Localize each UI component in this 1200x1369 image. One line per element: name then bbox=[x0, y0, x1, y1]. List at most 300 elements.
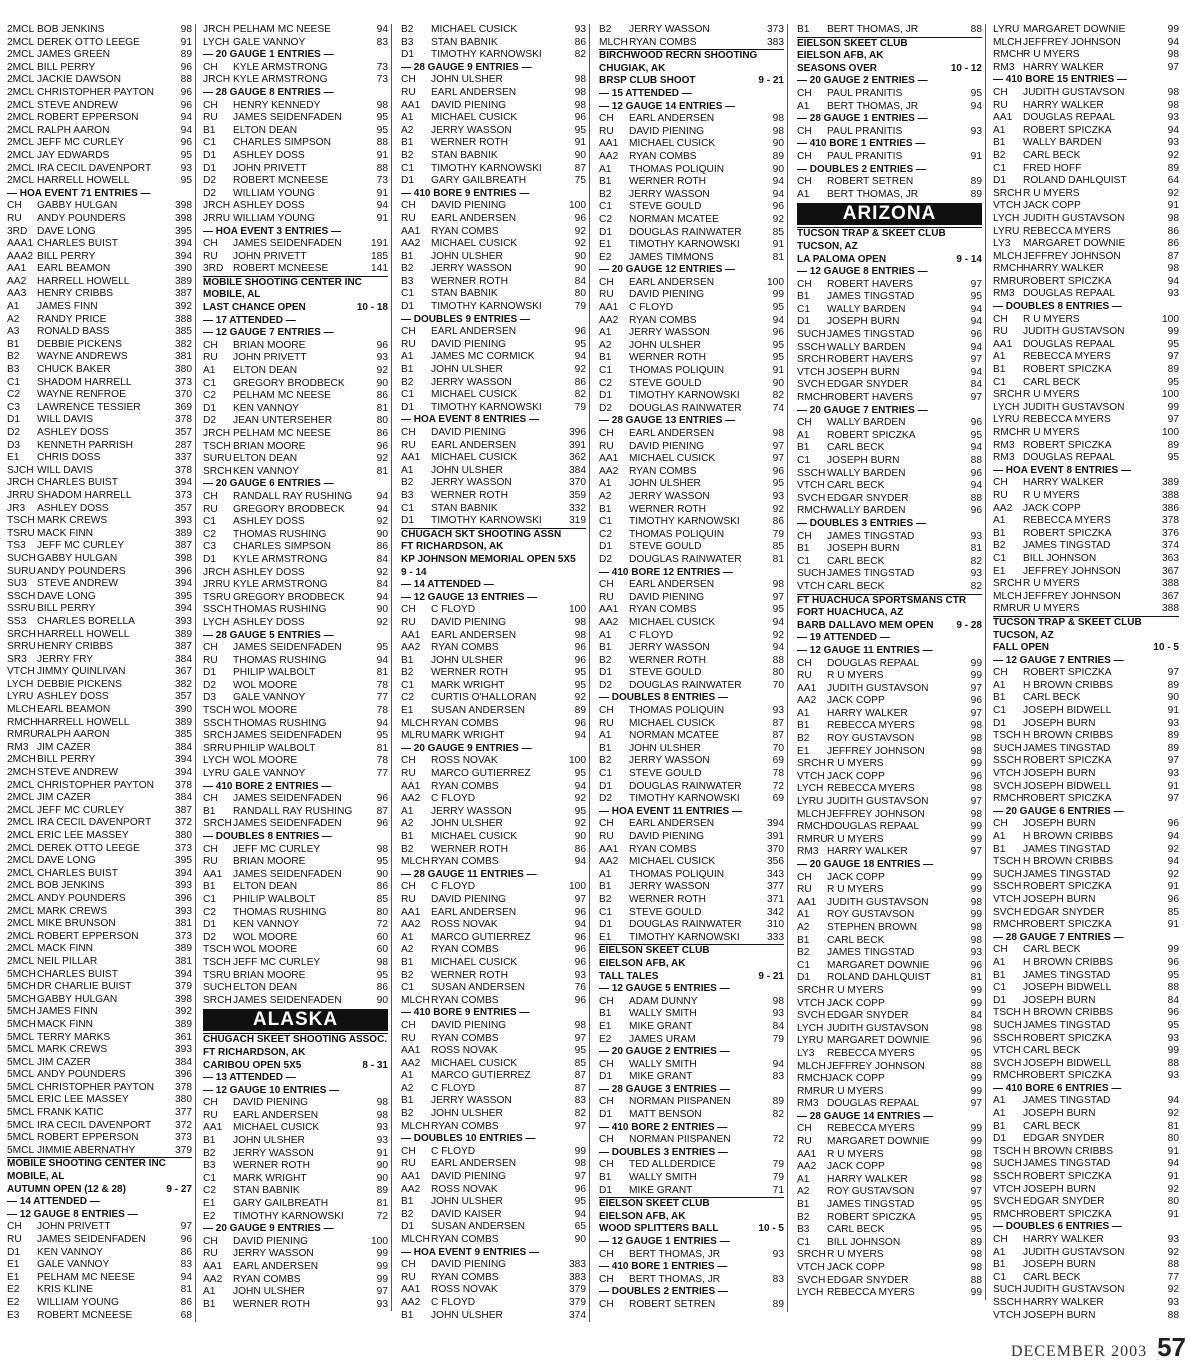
class-code: A1 bbox=[599, 730, 612, 742]
event-heading: — 28 GAUGE 9 ENTRIES — bbox=[401, 61, 532, 73]
shooter-name: JAMES SEIDENFADEN bbox=[233, 730, 342, 742]
shooter-name: REBECCA MYERS bbox=[827, 1287, 915, 1299]
result-row bbox=[797, 88, 982, 101]
class-code: SRCH bbox=[993, 389, 1022, 401]
class-code: C2 bbox=[7, 389, 21, 401]
score: 378 bbox=[175, 779, 192, 791]
shooter-name: MACK FINN bbox=[37, 943, 94, 955]
shooter-name: ROBERT EPPERSON bbox=[37, 1132, 139, 1144]
result-row bbox=[599, 24, 784, 37]
result-row bbox=[7, 1006, 192, 1019]
result-row bbox=[203, 1211, 388, 1224]
result-row bbox=[401, 150, 586, 163]
class-code: RU bbox=[599, 289, 614, 301]
score: 89 bbox=[772, 1096, 784, 1108]
score: 378 bbox=[175, 1081, 192, 1093]
shooter-name: IRA CECIL DAVENPORT bbox=[37, 1119, 152, 1131]
score: 99 bbox=[970, 871, 982, 883]
result-row bbox=[797, 1287, 982, 1300]
result-row bbox=[797, 1275, 982, 1288]
shooter-name: JUDITH GUSTAVSON bbox=[1023, 1284, 1125, 1296]
shooter-name: WALLY SMITH bbox=[629, 1058, 697, 1070]
shooter-name: WERNER ROTH bbox=[431, 667, 508, 679]
score: 386 bbox=[1162, 502, 1179, 514]
score: 92 bbox=[1167, 843, 1179, 855]
result-row bbox=[599, 1299, 784, 1312]
score: 98 bbox=[376, 99, 388, 111]
event-heading: — 20 GAUGE 6 ENTRIES — bbox=[993, 805, 1124, 817]
shooter-name: JEFF MC CURLEY bbox=[233, 956, 321, 968]
score: 96 bbox=[574, 956, 586, 968]
result-row bbox=[993, 768, 1179, 781]
shooter-name: TERRY MARKS bbox=[37, 1031, 111, 1043]
shooter-name: DEBBIE PICKENS bbox=[37, 338, 122, 350]
score: 93 bbox=[970, 568, 982, 580]
shooter-name: JAMES TINGSTAD bbox=[1023, 868, 1111, 880]
score: 379 bbox=[175, 1144, 192, 1156]
result-row bbox=[599, 214, 784, 227]
score: 89 bbox=[1167, 439, 1179, 451]
shooter-name: KYLE ARMSTRONG bbox=[233, 553, 328, 565]
shooter-name: ROBERT SPICZKA bbox=[1023, 1032, 1112, 1044]
class-code: 5MCL bbox=[7, 1107, 35, 1119]
class-code: AA1 bbox=[203, 1261, 223, 1272]
class-code: A2 bbox=[7, 313, 20, 325]
result-row bbox=[203, 137, 388, 150]
class-code: CH bbox=[203, 490, 218, 502]
shooter-name: WALLY BARDEN bbox=[827, 467, 906, 479]
score: 60 bbox=[376, 931, 388, 943]
class-code: 2MCL bbox=[7, 817, 35, 829]
result-row bbox=[797, 1212, 982, 1225]
score: 99 bbox=[970, 984, 982, 996]
shooter-name: MARK WRIGHT bbox=[431, 679, 505, 691]
score: 96 bbox=[970, 695, 982, 707]
result-row bbox=[203, 768, 388, 781]
result-row bbox=[599, 151, 784, 164]
result-row bbox=[203, 100, 388, 113]
score: 68 bbox=[180, 1309, 192, 1321]
class-code: CH bbox=[797, 1123, 812, 1135]
result-row bbox=[797, 972, 982, 985]
result-row bbox=[401, 768, 586, 781]
shooter-name: ROBERT SPICZKA bbox=[1023, 439, 1112, 451]
event-heading: — 410 BORE 9 ENTRIES — bbox=[401, 1007, 530, 1019]
result-row bbox=[993, 1158, 1179, 1171]
shooter-name: BILL JOHNSON bbox=[827, 1236, 901, 1248]
result-row bbox=[7, 112, 192, 125]
shooter-name: BRIAN MOORE bbox=[233, 339, 306, 351]
shooter-name: JAMES URAM bbox=[629, 1033, 696, 1045]
shooter-name: MICHAEL CUSICK bbox=[431, 1057, 518, 1069]
result-row bbox=[7, 238, 192, 251]
score: 96 bbox=[1167, 893, 1179, 905]
score: 94 bbox=[970, 100, 982, 112]
event-heading: — 20 GAUGE 1 ENTRIES — bbox=[203, 49, 334, 61]
result-row bbox=[401, 755, 586, 768]
result-row bbox=[203, 755, 388, 768]
class-code: VTCH bbox=[993, 200, 1021, 212]
result-row bbox=[401, 301, 586, 314]
score: 98 bbox=[376, 956, 388, 968]
class-code: RMRU bbox=[993, 603, 1024, 615]
result-row bbox=[797, 1262, 982, 1275]
result-row bbox=[993, 1121, 1179, 1134]
score: 385 bbox=[175, 326, 192, 338]
shooter-name: DOUGLAS REPAAL bbox=[827, 821, 920, 833]
class-code: LY3 bbox=[993, 238, 1011, 250]
result-row bbox=[401, 490, 586, 503]
shooter-name: WOL MOORE bbox=[233, 755, 298, 767]
score: 98 bbox=[970, 1148, 982, 1160]
score: 88 bbox=[1167, 1057, 1179, 1069]
shooter-name: PELHAM MC NEESE bbox=[233, 24, 331, 35]
score: 92 bbox=[1167, 187, 1179, 199]
class-code: A2 bbox=[599, 490, 612, 502]
shooter-name: GALE VANNOY bbox=[233, 36, 306, 48]
result-row bbox=[993, 326, 1179, 339]
shooter-name: RYAN COMBS bbox=[431, 944, 499, 956]
class-code: D3 bbox=[203, 692, 217, 704]
shooter-name: R U MYERS bbox=[1023, 578, 1080, 590]
score: 372 bbox=[175, 1119, 192, 1131]
shooter-name: MARGARET DOWNIE bbox=[1023, 24, 1126, 35]
shooter-name: MARK CREWS bbox=[37, 905, 108, 917]
event-heading: — 20 GAUGE 7 ENTRIES — bbox=[797, 404, 928, 416]
score: 77 bbox=[376, 692, 388, 704]
shooter-name: JOSEPH BURN bbox=[1023, 893, 1096, 905]
score: 89 bbox=[376, 1185, 388, 1197]
result-row bbox=[599, 1059, 784, 1072]
shooter-name: MACK FINN bbox=[37, 527, 94, 539]
score: 98 bbox=[970, 783, 982, 795]
shooter-name: JAMES TINGSTAD bbox=[1023, 1019, 1111, 1031]
shooter-name: H BROWN CRIBBS bbox=[1023, 831, 1113, 842]
class-code: CH bbox=[401, 74, 416, 86]
class-code: A1 bbox=[993, 831, 1006, 842]
class-code: D1 bbox=[401, 301, 415, 313]
result-row bbox=[203, 415, 388, 428]
shooter-name: MICHAEL CUSICK bbox=[629, 616, 716, 628]
class-code: B2 bbox=[203, 1147, 216, 1159]
shooter-name: DAVID PIENING bbox=[431, 1171, 507, 1183]
results-column bbox=[990, 24, 1182, 1322]
score: 85 bbox=[1167, 906, 1179, 918]
result-row bbox=[599, 894, 784, 907]
score: 85 bbox=[772, 226, 784, 238]
shooter-name: MICHAEL CUSICK bbox=[629, 717, 716, 729]
result-row bbox=[401, 995, 586, 1008]
score: 95 bbox=[376, 856, 388, 868]
shooter-name: JAMES TINGSTAD bbox=[1023, 969, 1111, 981]
class-code: 5MCH bbox=[7, 1006, 36, 1018]
class-code: CH bbox=[401, 326, 416, 338]
score: 93 bbox=[772, 1008, 784, 1020]
result-row bbox=[7, 1234, 192, 1247]
class-code: TSCH bbox=[993, 856, 1021, 868]
class-code: SRCH bbox=[797, 758, 826, 770]
result-row bbox=[599, 1096, 784, 1109]
score: 96 bbox=[970, 959, 982, 971]
class-code: AA1 bbox=[599, 138, 619, 150]
class-code: D1 bbox=[993, 717, 1007, 729]
result-row bbox=[993, 238, 1179, 251]
shooter-name: RYAN COMBS bbox=[629, 150, 697, 162]
result-row bbox=[7, 1019, 192, 1032]
class-code: RU bbox=[7, 1234, 22, 1245]
class-code: D1 bbox=[203, 402, 217, 414]
score: 87 bbox=[376, 805, 388, 817]
shooter-name: GREGORY BRODBECK bbox=[233, 503, 345, 515]
class-code: RU bbox=[797, 1136, 812, 1148]
class-code: 3RD bbox=[7, 225, 28, 237]
class-code: VTCH bbox=[797, 480, 825, 492]
class-code: B2 bbox=[401, 24, 414, 35]
result-row bbox=[401, 818, 586, 831]
score: 91 bbox=[1167, 200, 1179, 212]
score: 379 bbox=[569, 1284, 586, 1296]
score: 96 bbox=[376, 440, 388, 452]
score: 94 bbox=[180, 1271, 192, 1283]
class-code: D2 bbox=[599, 679, 613, 691]
shooter-name: ASHLEY DOSS bbox=[233, 200, 305, 212]
shooter-name: JERRY WASSON bbox=[431, 805, 512, 817]
result-row bbox=[401, 503, 586, 516]
result-row bbox=[203, 1148, 388, 1161]
shooter-name: ASHLEY DOSS bbox=[37, 502, 109, 514]
result-row bbox=[7, 100, 192, 113]
result-row bbox=[993, 49, 1179, 62]
result-row bbox=[599, 289, 784, 302]
event-name: FALL OPEN bbox=[993, 642, 1049, 654]
class-code: MLCH bbox=[993, 590, 1022, 602]
score: 94 bbox=[376, 24, 388, 35]
result-row bbox=[7, 956, 192, 969]
score: 389 bbox=[175, 527, 192, 539]
class-code: CH bbox=[7, 1221, 22, 1233]
class-code: AAA2 bbox=[7, 250, 34, 262]
shooter-name: JIMMY QUINLIVAN bbox=[37, 666, 126, 678]
result-row bbox=[401, 718, 586, 731]
shooter-name: JERRY WASSON bbox=[431, 124, 512, 136]
score: 380 bbox=[175, 364, 192, 376]
state-banner: ARIZONA bbox=[797, 203, 982, 225]
shooter-name: ROBERT EPPERSON bbox=[37, 930, 139, 942]
event-heading: — 410 BORE 12 ENTRIES — bbox=[599, 566, 733, 578]
score: 91 bbox=[376, 1147, 388, 1159]
class-code: B1 bbox=[203, 881, 216, 893]
result-row bbox=[599, 604, 784, 617]
class-code: VTCH bbox=[993, 1045, 1021, 1057]
result-row bbox=[797, 695, 982, 708]
class-code: RU bbox=[203, 250, 218, 262]
score: 98 bbox=[574, 616, 586, 628]
score: 96 bbox=[180, 137, 192, 149]
score: 389 bbox=[175, 1018, 192, 1030]
shooter-name: GABBY HULGAN bbox=[37, 200, 118, 212]
class-code: 5MCL bbox=[7, 1056, 35, 1068]
class-code: D1 bbox=[993, 994, 1007, 1006]
score: 89 bbox=[772, 150, 784, 162]
club-name: EIELSON SKEET CLUB bbox=[599, 1197, 784, 1211]
shooter-name: WERNER ROTH bbox=[431, 275, 508, 287]
shooter-name: TIMOTHY KARNOWSKI bbox=[629, 793, 740, 805]
class-code: D1 bbox=[599, 1109, 613, 1121]
score: 96 bbox=[970, 770, 982, 782]
event-name: BARB DALLAVO MEM OPEN bbox=[797, 619, 934, 631]
attendance: — 13 ATTENDED — bbox=[203, 1072, 296, 1084]
shooter-name: CURTIS O'HALLORAN bbox=[431, 692, 537, 704]
class-code: CH bbox=[203, 238, 218, 250]
score: 97 bbox=[1167, 351, 1179, 363]
class-code: JR3 bbox=[7, 502, 26, 514]
class-code: LYCH bbox=[993, 212, 1020, 224]
class-code: AA1 bbox=[797, 682, 817, 694]
class-code: A1 bbox=[993, 124, 1006, 136]
shooter-name: MATT BENSON bbox=[629, 1109, 702, 1121]
class-code: CH bbox=[993, 86, 1008, 98]
event-date: 9 - 14 bbox=[956, 253, 982, 265]
result-row bbox=[7, 943, 192, 956]
score: 93 bbox=[1167, 1234, 1179, 1245]
shooter-name: ROBERT EPPERSON bbox=[37, 112, 139, 124]
shooter-name: JACKIE DAWSON bbox=[37, 74, 121, 86]
shooter-name: DEBBIE PICKENS bbox=[37, 678, 122, 690]
shooter-name: PAUL PRANITIS bbox=[827, 150, 903, 162]
class-code: RU bbox=[203, 856, 218, 868]
result-row bbox=[599, 818, 784, 831]
result-row bbox=[401, 957, 586, 970]
shooter-name: MARCO GUTIERREZ bbox=[431, 931, 531, 943]
score: 342 bbox=[767, 906, 784, 918]
shooter-name: WALLY BARDEN bbox=[827, 505, 906, 517]
shooter-name: HARRY WALKER bbox=[1023, 61, 1104, 73]
score: 91 bbox=[376, 212, 388, 224]
shooter-name: KRIS KLINE bbox=[37, 1284, 94, 1296]
shooter-name: JOHN ULSHER bbox=[629, 478, 701, 490]
class-code: MLRU bbox=[401, 730, 430, 742]
score: 96 bbox=[574, 931, 586, 943]
score: 99 bbox=[1167, 401, 1179, 413]
class-code: CH bbox=[599, 1096, 614, 1108]
shooter-name: HARRY WALKER bbox=[1023, 1296, 1104, 1308]
shooter-name: RANDALL RAY RUSHING bbox=[233, 490, 353, 502]
shooter-name: DAVE LONG bbox=[37, 225, 96, 237]
event-date: 10 - 18 bbox=[356, 302, 388, 314]
class-code: B1 bbox=[599, 352, 612, 364]
class-code: B3 bbox=[203, 1160, 216, 1172]
shooter-name: JERRY WASSON bbox=[629, 327, 710, 339]
class-code: SSCH bbox=[993, 1296, 1022, 1308]
class-code: RU bbox=[401, 1032, 416, 1044]
score: 96 bbox=[772, 465, 784, 477]
score: 89 bbox=[970, 176, 982, 188]
score: 93 bbox=[772, 1248, 784, 1260]
score: 370 bbox=[569, 477, 586, 489]
score: 95 bbox=[180, 175, 192, 187]
score: 95 bbox=[574, 805, 586, 817]
shooter-name: EARL ANDERSEN bbox=[431, 629, 517, 641]
score: 374 bbox=[1162, 540, 1179, 552]
result-row bbox=[203, 504, 388, 517]
result-row bbox=[7, 163, 192, 176]
class-code: SSCH bbox=[797, 467, 826, 479]
result-row bbox=[7, 754, 192, 767]
score: 97 bbox=[970, 392, 982, 404]
shooter-name: RYAN COMBS bbox=[431, 1234, 499, 1245]
result-row bbox=[993, 188, 1179, 201]
class-code: CH bbox=[203, 339, 218, 351]
class-code: 2MCH bbox=[7, 767, 36, 779]
shooter-name: MICHAEL CUSICK bbox=[431, 389, 518, 401]
class-code: CH bbox=[797, 530, 812, 542]
score: 95 bbox=[970, 429, 982, 441]
score: 95 bbox=[180, 149, 192, 161]
score: 389 bbox=[175, 275, 192, 287]
class-code: CH bbox=[797, 125, 812, 137]
club-name: EIELSON SKEET CLUB bbox=[599, 944, 784, 958]
club-location: CHUGIAK, AK bbox=[599, 62, 666, 74]
event-date: 10 - 12 bbox=[950, 62, 982, 74]
score: 93 bbox=[180, 162, 192, 174]
event-heading: — 12 GAUGE 1 ENTRIES — bbox=[599, 1236, 730, 1247]
result-row bbox=[993, 1247, 1179, 1260]
score: 95 bbox=[970, 1199, 982, 1211]
result-row bbox=[203, 37, 388, 50]
shooter-name: R U MYERS bbox=[827, 833, 884, 845]
class-code: C1 bbox=[797, 303, 811, 315]
result-row bbox=[993, 1108, 1179, 1121]
shooter-name: EARL BEAMON bbox=[37, 263, 111, 275]
score: 391 bbox=[767, 831, 784, 842]
result-row bbox=[797, 670, 982, 683]
class-code: SRCH bbox=[993, 578, 1022, 590]
class-code: AA1 bbox=[599, 604, 619, 616]
shooter-name: JOSEPH BURN bbox=[1023, 1259, 1096, 1271]
result-row bbox=[797, 1010, 982, 1023]
result-row bbox=[7, 37, 192, 50]
shooter-name: DAVID KAISER bbox=[431, 1208, 502, 1220]
score: 333 bbox=[767, 931, 784, 943]
score: 81 bbox=[1167, 1120, 1179, 1132]
result-row bbox=[993, 730, 1179, 743]
shooter-name: JUDITH GUSTAVSON bbox=[827, 1022, 929, 1034]
result-row bbox=[599, 996, 784, 1009]
result-row bbox=[599, 844, 784, 857]
score: 100 bbox=[569, 881, 586, 893]
class-code: RM3 bbox=[993, 452, 1015, 464]
event-date: 8 - 31 bbox=[362, 1059, 388, 1071]
class-code: SRCH bbox=[203, 818, 232, 830]
shooter-name: PELHAM MC NEESE bbox=[233, 390, 331, 402]
score: 394 bbox=[175, 578, 192, 590]
shooter-name: TIMOTHY KARNOWSKI bbox=[431, 49, 542, 61]
result-row bbox=[993, 402, 1179, 415]
shooter-name: ROLAND DAHLQUIST bbox=[1023, 175, 1127, 187]
class-code: A1 bbox=[401, 112, 414, 124]
event-heading: — 28 GAUGE 3 ENTRIES — bbox=[599, 1083, 730, 1095]
result-row bbox=[797, 1073, 982, 1086]
shooter-name: MACK FINN bbox=[37, 1018, 94, 1030]
class-code: D1 bbox=[599, 667, 613, 679]
class-code: 2MCL bbox=[7, 830, 35, 841]
score: 90 bbox=[376, 994, 388, 1006]
result-row bbox=[203, 844, 388, 857]
result-row bbox=[7, 490, 192, 503]
result-row bbox=[993, 919, 1179, 932]
score: 95 bbox=[574, 768, 586, 780]
shooter-name: JOHN ULSHER bbox=[431, 250, 503, 262]
